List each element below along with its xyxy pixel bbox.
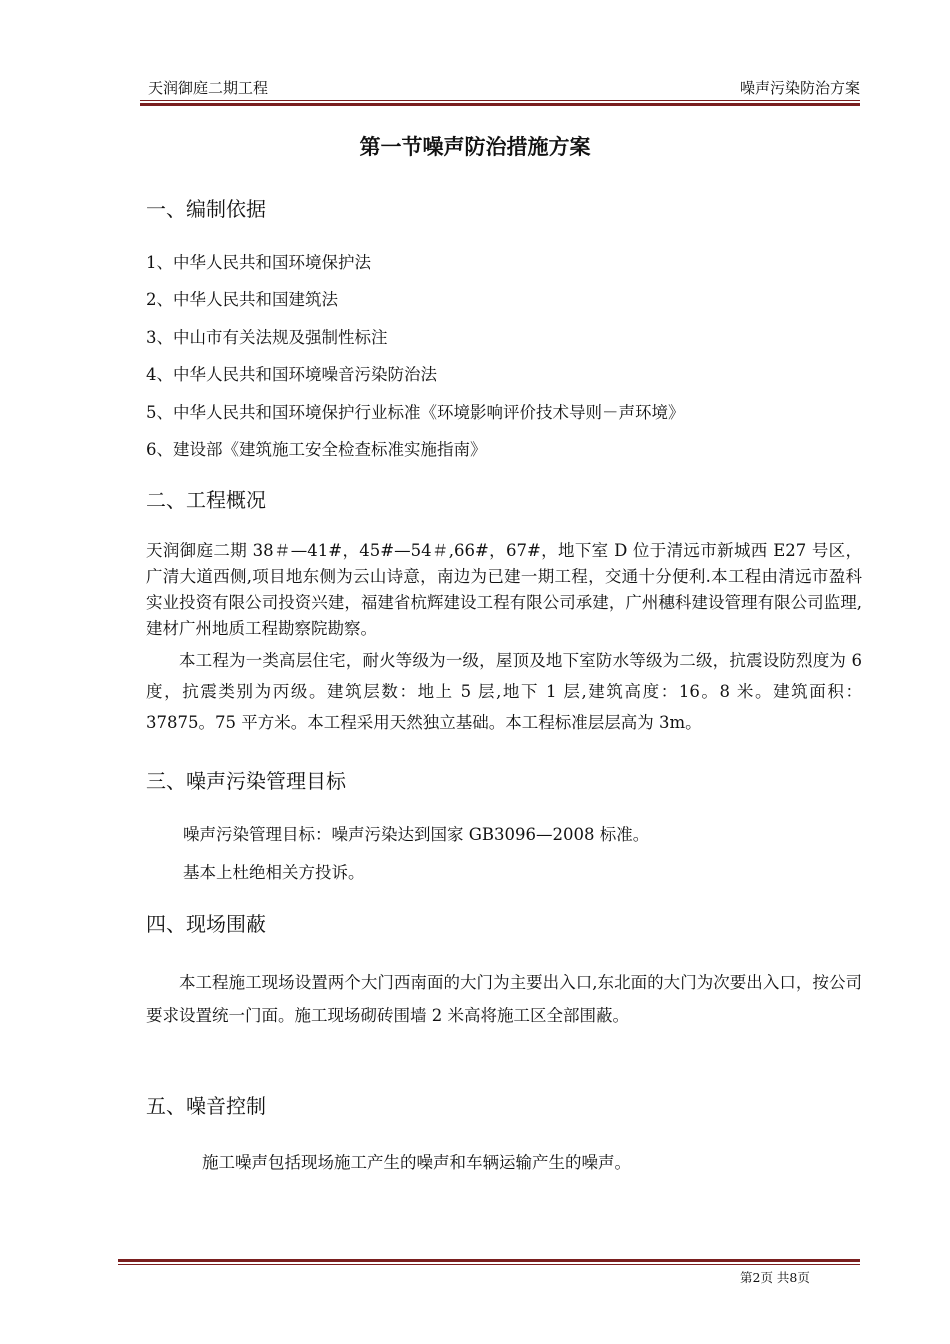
basis-item: 3、中山市有关法规及强制性标注 <box>146 328 388 347</box>
page-number: 第2页 共8页 <box>740 1270 810 1285</box>
footer-rule <box>118 1264 860 1265</box>
section-heading-basis: 一、编制依据 <box>146 197 266 221</box>
targets-line: 基本上杜绝相关方投诉。 <box>183 863 365 882</box>
header-document-name: 噪声污染防治方案 <box>739 79 860 97</box>
document-title: 第一节噪声防治措施方案 <box>359 135 591 159</box>
basis-item: 2、中华人民共和国建筑法 <box>146 290 338 309</box>
header-rule <box>140 100 860 101</box>
basis-item: 4、中华人民共和国环境噪音污染防治法 <box>146 365 437 384</box>
header-rule-thick <box>140 103 860 106</box>
basis-item: 1、中华人民共和国环境保护法 <box>146 253 371 272</box>
section-heading-overview: 二、工程概况 <box>146 488 266 512</box>
targets-line: 噪声污染管理目标：噪声污染达到国家 GB3096—2008 标准。 <box>183 825 650 844</box>
control-line: 施工噪声包括现场施工产生的噪声和车辆运输产生的噪声。 <box>202 1153 631 1172</box>
overview-details-paragraph: 本工程为一类高层住宅，耐火等级为一级，屋顶及地下室防水等级为二级，抗震设防烈度为 6 度，抗震类别为丙级。建筑层数：地上 5 层,地下 1 层,建筑高度：16。8 米。建筑面积：37875。75 平方米。本工程采用天然独立基础。本工程标准层层高为 3m。 <box>146 651 862 732</box>
footer-rule-thick <box>118 1259 860 1262</box>
section-heading-enclosure: 四、现场围蔽 <box>146 912 266 936</box>
overview-paragraph: 天润御庭二期 38＃—41#，45#—54＃,66#，67#，地下室 D 位于清远市新城西 E27 号区，广清大道西侧,项目地东侧为云山诗意，南边为已建一期工程，交通十分便利.本工程由清远市盈科实业投资有限公司投资兴建，福建省杭辉建设工程有限公司承建，广州穗科建设管理有限公司监理,建材广州地质工程勘察院勘察。 <box>146 541 862 638</box>
header-project-name: 天润御庭二期工程 <box>148 79 269 97</box>
enclosure-paragraph: 本工程施工现场设置两个大门西南面的大门为主要出入口,东北面的大门为次要出入口，按公司要求设置统一门面。施工现场砌砖围墙 2 米高将施工区全部围蔽。 <box>146 973 862 1025</box>
basis-item: 6、建设部《建筑施工安全检查标准实施指南》 <box>146 440 487 459</box>
basis-item: 5、中华人民共和国环境保护行业标准《环境影响评价技术导则－声环境》 <box>146 403 685 422</box>
section-heading-control: 五、噪音控制 <box>146 1094 266 1118</box>
section-heading-targets: 三、噪声污染管理目标 <box>146 769 346 793</box>
